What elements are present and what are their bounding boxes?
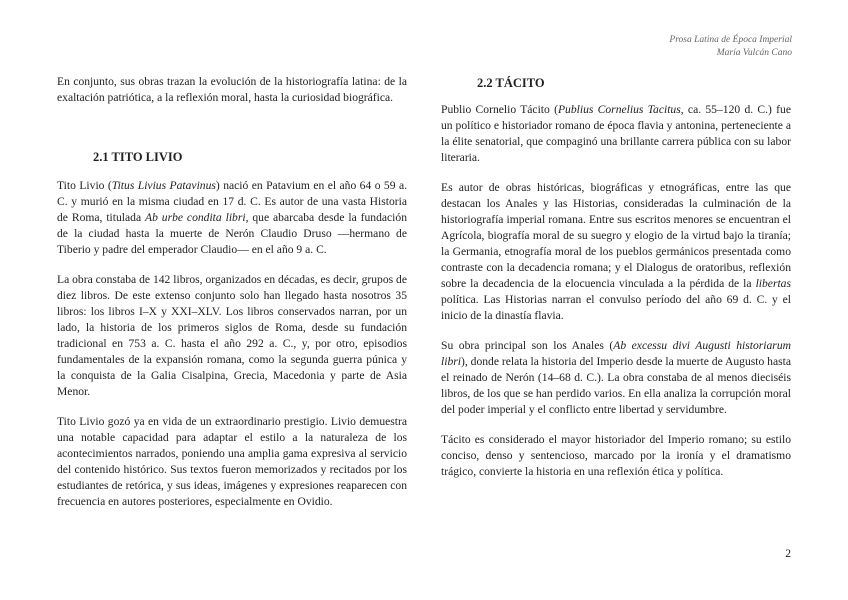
tacito-p1-text-a: Publio Cornelio Tácito ( (441, 103, 558, 116)
section-heading-tito-livio: 2.1 TITO LIVIO (93, 150, 183, 164)
page-number: 2 (785, 548, 791, 560)
tacito-p1-latin-name: Publius Cornelius Tacitus (557, 103, 681, 116)
tacito-paragraph-4: Tácito es considerado el mayor historiador del Imperio romano; su estilo conciso, denso y sentencioso, marcado por la ironía y el dramatismo trágico, convierte la historia en una reflexión ética y política. (441, 433, 791, 478)
livio-paragraph-2: La obra constaba de 142 libros, organizados en décadas, es decir, grupos de diez libros. De este extenso conjunto solo han llegado hasta nosotros 35 libros: los libros I–X y XXI–XLV. Los libros conservados narran, por un lado, la historia de los primeros siglos de Roma, desde su fundación tradicional en 753 a. C. hasta el año 292 a. C., y, por otro, episodios fundamentales de la expansión romana, como la segunda guerra púnica y la conquista de la Galia Cisalpina, Grecia, Macedonia y parte de Asia Menor. (57, 273, 407, 398)
header-title: Prosa Latina de Época Imperial (669, 35, 792, 45)
livio-p1-text-c: ) nació en Patavium en el año 64 o 59 a. C. y murió en la misma ciudad en 17 d. C. Es autor de una vasta Historia de Roma, titulada (57, 179, 407, 224)
livio-p1-work-title: Ab urbe condita libri (145, 211, 246, 224)
tacito-p3-text-c: ), donde relata la historia del Imperio desde la muerte de Augusto hasta el reinado de Nerón (14–68 d. C.). La obra constaba de al menos dieciséis libros, de los que se han perdido varios. En ella analiza la corrupción moral del poder imperial y el conflicto entre libertad y servidumbre. (441, 355, 791, 416)
tacito-paragraph-3 (441, 338, 791, 418)
livio-p1-latin-name: Titus Livius Patavinus (111, 179, 216, 192)
livio-p1-text-a: Tito Livio ( (57, 179, 112, 192)
header-author: María Vulcán Cano (716, 48, 792, 58)
tacito-paragraph-1 (441, 102, 791, 166)
livio-paragraph-3: Tito Livio gozó ya en vida de un extraordinario prestigio. Livio demuestra una notable capacidad para adaptar el estilo a la naturaleza de los acontecimientos narrados, poniendo una amplia gama expresiva al servicio del contenido histórico. Sus textos fueron memorizados y recitados por los estudiantes de retórica, y sus ideas, imágenes y expresiones reaparecen con frecuencia en autores posteriores, especialmente en Ovidio. (57, 415, 407, 508)
tacito-p3-text-a: Su obra principal son los Anales ( (441, 339, 614, 352)
tacito-p2-libertas: libertas (755, 277, 791, 290)
tacito-paragraph-2 (441, 180, 791, 324)
intro-paragraph: En conjunto, sus obras trazan la evolución de la historiografía latina: de la exaltación patriótica, a la reflexión moral, hasta la curiosidad biográfica. (57, 75, 407, 104)
right-column (441, 74, 791, 494)
livio-paragraph-1 (57, 178, 407, 258)
tacito-p2-text-c: política. Las Historias narran el convulso período del año 69 d. C. y el inicio de la dinastía flavia. (441, 293, 791, 322)
section-heading-tacito: 2.2 TÁCITO (477, 76, 545, 90)
left-column (57, 74, 407, 524)
tacito-p2-text-a: Es autor de obras históricas, biográficas y etnográficas, entre las que destacan los Anales y las Historias, consideradas la culminación de la historiografía imperial romana. Entre sus escritos menores se encuentran el Agrícola, biografía moral de su suegro y elogio de la virtud bajo la tiranía; la Germania, etnografía moral de los pueblos germánicos presentada como contraste con la decadencia romana; y el Dialogus de oratoribus, reflexión sobre la decadencia de la elocuencia vinculada a la pérdida de la (441, 181, 791, 290)
tacito-p3-work-title: Ab excessu divi Augusti historiarum libri (441, 339, 791, 368)
livio-p1-text-e: , que abarcaba desde la fundación de la ciudad hasta la muerte de Nerón Claudio Druso —hermano de Tiberio y padre del emperador Claudio— en el año 9 a. C. (57, 211, 408, 256)
running-header (669, 34, 792, 60)
tacito-p1-text-c: , ca. 55–120 d. C.) fue un político e historiador romano de época flavia y antonina, perteneciente a la élite senatorial, que compaginó una brillante carrera pública con su labor literaria. (441, 103, 791, 164)
